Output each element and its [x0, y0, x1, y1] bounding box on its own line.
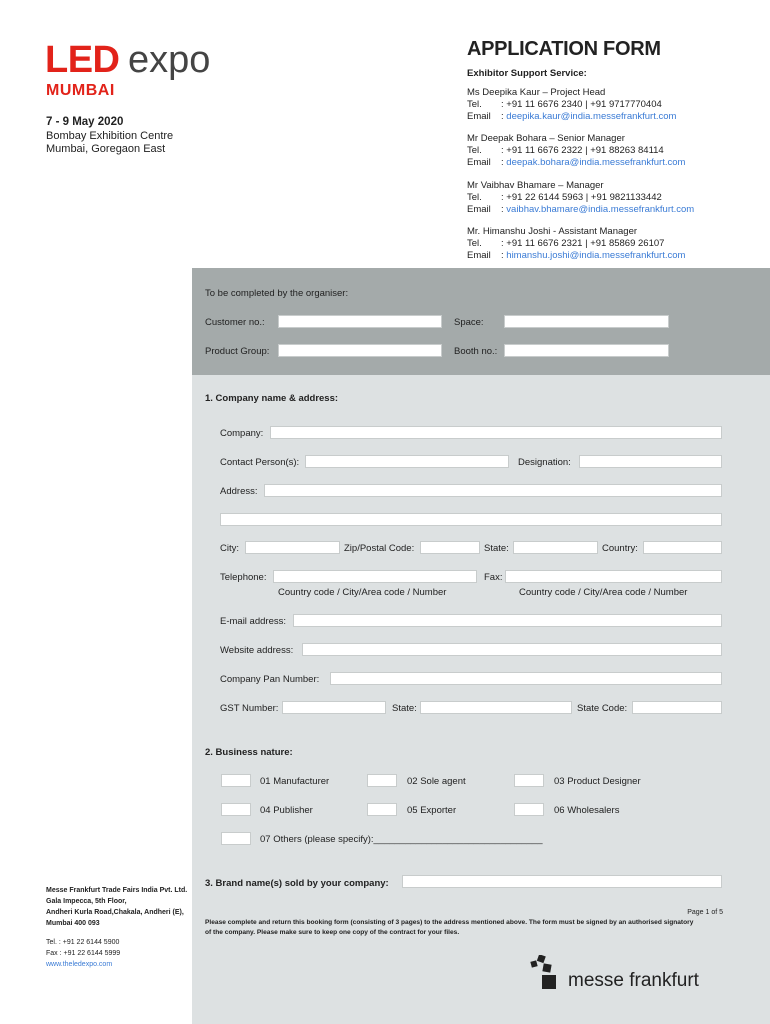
contact-tel: : +91 11 6676 2322 | +91 88263 84114: [501, 145, 664, 156]
website-field[interactable]: [302, 643, 722, 656]
state-field[interactable]: [513, 541, 598, 554]
email-label: E-mail address:: [220, 616, 286, 627]
country-field[interactable]: [643, 541, 722, 554]
contact-name: Mr. Himanshu Joshi - Assistant Manager: [467, 226, 638, 237]
section2-heading: 2. Business nature:: [205, 747, 293, 758]
gst-state-label: State:: [392, 703, 417, 714]
section3-heading: 3. Brand name(s) sold by your company:: [205, 878, 389, 889]
tel-label: Tel.: [467, 145, 482, 156]
note-line1: Please complete and return this booking form (consisting of 3 pages) to the address mentioned above. The form must be signed by an authorised signatory: [205, 919, 694, 926]
others-label: 07 Others (please specify):________________________________: [260, 834, 543, 845]
footer-address-2: Andheri Kurla Road,Chakala, Andheri (E),: [46, 909, 184, 916]
tel-label: Tel.: [467, 99, 482, 110]
email-label: Email: [467, 157, 491, 168]
others-checkbox[interactable]: [221, 832, 251, 845]
gst-state-field[interactable]: [420, 701, 572, 714]
telephone-field[interactable]: [273, 570, 477, 583]
designation-label: Designation:: [518, 457, 571, 468]
note-line2: of the company. Please make sure to keep one copy of the contract for your files.: [205, 929, 460, 936]
fax-format-hint: Country code / City/Area code / Number: [519, 587, 688, 598]
email-prefix: :: [501, 250, 507, 261]
address-field[interactable]: [264, 484, 722, 497]
company-label: Company:: [220, 428, 264, 439]
contact-person-label: Contact Person(s):: [220, 457, 300, 468]
option-label: 05 Exporter: [407, 805, 457, 816]
designation-field[interactable]: [579, 455, 722, 468]
email-label: Email: [467, 111, 491, 122]
option-label: 02 Sole agent: [407, 776, 466, 787]
event-venue: Bombay Exhibition Centre: [46, 130, 174, 142]
tel-label: Tel.: [467, 192, 482, 203]
address-field-line2[interactable]: [220, 513, 722, 526]
form-panel: [192, 375, 770, 1024]
messe-frankfurt-logo-icon: [528, 955, 564, 993]
zip-label: Zip/Postal Code:: [344, 543, 415, 554]
tel-label: Tel.: [467, 238, 482, 249]
contact-tel: : +91 11 6676 2340 | +91 9717770404: [501, 99, 662, 110]
customer-no-label: Customer no.:: [205, 317, 265, 328]
space-field[interactable]: [504, 315, 669, 328]
fax-label: Fax:: [484, 572, 503, 583]
booth-no-label: Booth no.:: [454, 346, 498, 357]
email-prefix: :: [501, 111, 507, 122]
option-label: 04 Publisher: [260, 805, 313, 816]
telephone-label: Telephone:: [220, 572, 267, 583]
footer-website-link[interactable]: www.theledexpo.com: [46, 961, 113, 968]
email-label: Email: [467, 250, 491, 261]
contact-block: [467, 180, 694, 216]
space-label: Space:: [454, 317, 484, 328]
phone-format-hint: Country code / City/Area code / Number: [278, 587, 447, 598]
footer-tel: Tel. : +91 22 6144 5900: [46, 939, 120, 946]
contact-name: Mr Vaibhav Bhamare – Manager: [467, 180, 604, 191]
wholesalers-checkbox[interactable]: [514, 803, 544, 816]
city-label: City:: [220, 543, 239, 554]
email-label: Email: [467, 204, 491, 215]
customer-no-field[interactable]: [278, 315, 442, 328]
footer-address-1: Gala Impecca, 5th Floor,: [46, 898, 127, 905]
logo-city: MUMBAI: [46, 82, 115, 99]
product-group-label: Product Group:: [205, 346, 270, 357]
contact-block: [467, 87, 676, 123]
state-code-label: State Code:: [577, 703, 628, 714]
organiser-heading: To be completed by the organiser:: [205, 288, 349, 299]
page-title: APPLICATION FORM: [467, 38, 661, 60]
option-label: 06 Wholesalers: [554, 805, 620, 816]
logo-led: LED: [45, 39, 120, 81]
footer-address-3: Mumbai 400 093: [46, 920, 100, 927]
event-dates: 7 - 9 May 2020: [46, 116, 124, 128]
contact-tel: : +91 22 6144 5963 | +91 9821133442: [501, 192, 662, 203]
event-location: Mumbai, Goregaon East: [46, 143, 166, 155]
exporter-checkbox[interactable]: [367, 803, 397, 816]
fax-field[interactable]: [505, 570, 722, 583]
pan-label: Company Pan Number:: [220, 674, 320, 685]
address-label: Address:: [220, 486, 258, 497]
product-group-field[interactable]: [278, 344, 442, 357]
email-prefix: :: [501, 157, 507, 168]
option-label: 03 Product Designer: [554, 776, 641, 787]
contact-name: Mr Deepak Bohara – Senior Manager: [467, 133, 625, 144]
footer-company-name: Messe Frankfurt Trade Fairs India Pvt. Ltd.: [46, 887, 188, 894]
contact-email-link[interactable]: deepak.bohara@india.messefrankfurt.com: [506, 157, 686, 168]
state-code-field[interactable]: [632, 701, 722, 714]
manufacturer-checkbox[interactable]: [221, 774, 251, 787]
page-number: Page 1 of 5: [687, 909, 723, 916]
gst-field[interactable]: [282, 701, 386, 714]
contact-person-field[interactable]: [305, 455, 509, 468]
contact-tel: : +91 11 6676 2321 | +91 85869 26107: [501, 238, 665, 249]
company-field[interactable]: [270, 426, 722, 439]
email-field[interactable]: [293, 614, 722, 627]
option-label: 01 Manufacturer: [260, 776, 330, 787]
zip-field[interactable]: [420, 541, 480, 554]
support-heading: Exhibitor Support Service:: [467, 68, 587, 79]
contact-block: [467, 133, 685, 169]
contact-email-link[interactable]: himanshu.joshi@india.messefrankfurt.com: [506, 250, 686, 261]
website-label: Website address:: [220, 645, 294, 656]
logo-expo: expo: [128, 39, 211, 81]
sole-agent-checkbox[interactable]: [367, 774, 397, 787]
pan-field[interactable]: [330, 672, 722, 685]
contact-block: [467, 226, 685, 262]
email-prefix: :: [501, 204, 507, 215]
gst-label: GST Number:: [220, 703, 279, 714]
publisher-checkbox[interactable]: [221, 803, 251, 816]
contact-name: Ms Deepika Kaur – Project Head: [467, 87, 606, 98]
state-label: State:: [484, 543, 509, 554]
contact-email-link[interactable]: deepika.kaur@india.messefrankfurt.com: [506, 111, 677, 122]
booth-no-field[interactable]: [504, 344, 669, 357]
city-field[interactable]: [245, 541, 340, 554]
section1-heading: 1. Company name & address:: [205, 393, 339, 404]
messe-frankfurt-logo-text: messe frankfurt: [568, 970, 699, 991]
country-label: Country:: [602, 543, 638, 554]
product-designer-checkbox[interactable]: [514, 774, 544, 787]
contact-email-link[interactable]: vaibhav.bhamare@india.messefrankfurt.com: [506, 204, 695, 215]
brand-names-field[interactable]: [402, 875, 722, 888]
footer-fax: Fax : +91 22 6144 5999: [46, 950, 121, 957]
